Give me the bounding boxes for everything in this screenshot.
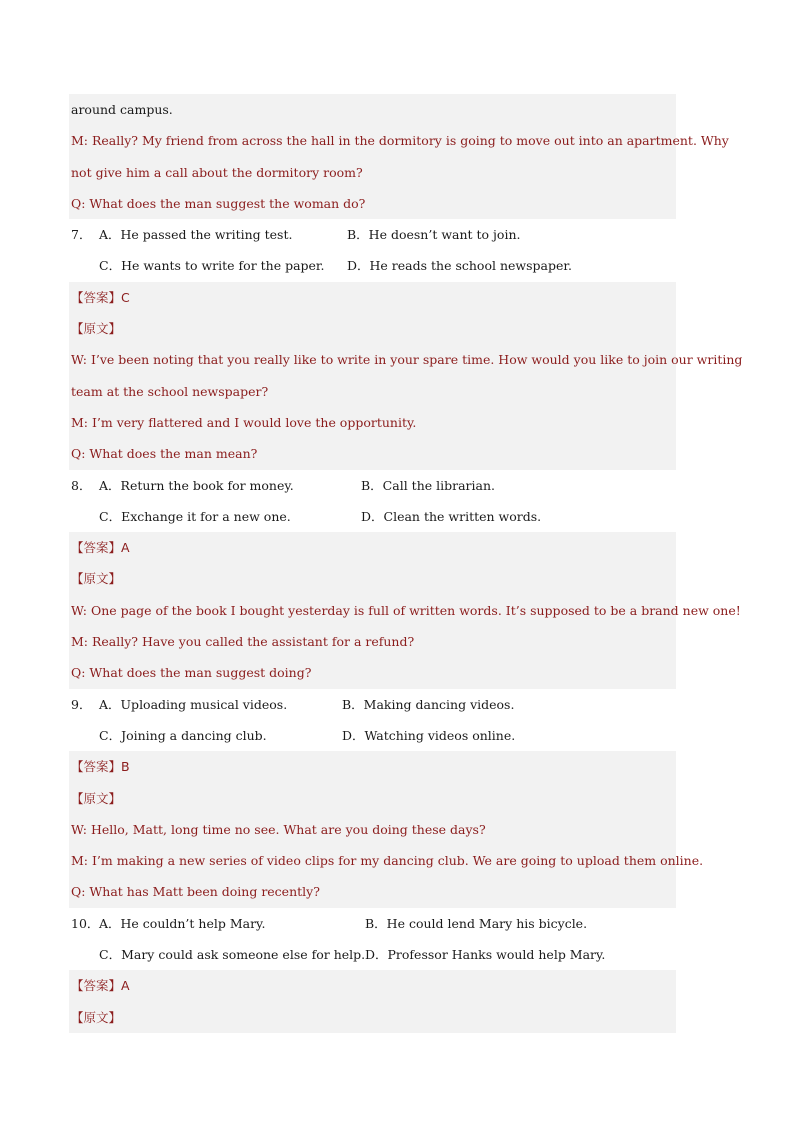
option-c: C．Mary could ask someone else for help. [99,947,366,963]
option-d: D．Watching videos online. [342,727,516,743]
option-b: B．Making dancing videos. [342,696,515,712]
transcript-line: M: I’m making a new series of video clips for my dancing club. We are going to upload them online. [69,845,676,876]
option-a: A．He couldn’t help Mary. [99,915,266,931]
question-7-row-2 [69,250,676,281]
option-a: A．He passed the writing test. [99,227,293,243]
transcript-line: W: Hello, Matt, long time no see. What are you doing these days? [69,814,676,845]
option-c: C．Exchange it for a new one. [99,508,291,524]
transcript-line: M: Really? My friend from across the hall in the dormitory is going to move out into an apartment. Why [69,125,676,156]
question-9-row-1 [69,689,676,720]
option-c: C．Joining a dancing club. [99,727,267,743]
option-d: D．He reads the school newspaper. [347,258,572,274]
transcript-line: team at the school newspaper? [69,376,676,407]
transcript-line: Q: What does the man mean? [69,438,676,469]
option-d: D．Clean the written words. [361,508,542,524]
option-d: D．Professor Hanks would help Mary. [365,947,606,963]
question-number: 9． [71,696,92,712]
answer-label: 【答案】C [69,282,676,313]
question-10-row-2 [69,939,676,970]
option-a: A．Return the book for money. [99,477,294,493]
option-b: B．He could lend Mary his bicycle. [365,915,588,931]
transcript-line: Q: What does the man suggest the woman do? [69,188,676,219]
transcript-line: M: Really? Have you called the assistant for a refund? [69,626,676,657]
question-number: 8． [71,477,92,493]
transcript-line: M: I’m very flattered and I would love the opportunity. [69,407,676,438]
option-b: B．Call the librarian. [361,477,495,493]
transcript-line: Q: What has Matt been doing recently? [69,876,676,907]
transcript-label: 【原文】 [69,563,676,594]
question-8-row-2 [69,501,676,532]
option-c: C．He wants to write for the paper. [99,258,325,274]
question-number: 7． [71,227,92,243]
transcript-line: around campus. [69,94,676,125]
question-10-row-1 [69,908,676,939]
document-page [69,94,743,1033]
transcript-line: W: One page of the book I bought yesterday is full of written words. It’s supposed to be a brand new one! [69,595,676,626]
transcript-label: 【原文】 [69,783,676,814]
transcript-line: Q: What does the man suggest doing? [69,657,676,688]
question-9-row-2 [69,720,676,751]
transcript-label: 【原文】 [69,1002,676,1033]
option-b: B．He doesn’t want to join. [347,227,521,243]
transcript-line: not give him a call about the dormitory room? [69,157,676,188]
question-number: 10． [71,915,100,931]
answer-label: 【答案】A [69,532,676,563]
transcript-label: 【原文】 [69,313,676,344]
question-8-row-1 [69,470,676,501]
answer-label: 【答案】B [69,751,676,782]
answer-label: 【答案】A [69,970,676,1001]
option-a: A．Uploading musical videos. [99,696,288,712]
question-7-row-1 [69,219,676,250]
transcript-line: W: I’ve been noting that you really like to write in your spare time. How would you like to join our writing [69,344,676,375]
